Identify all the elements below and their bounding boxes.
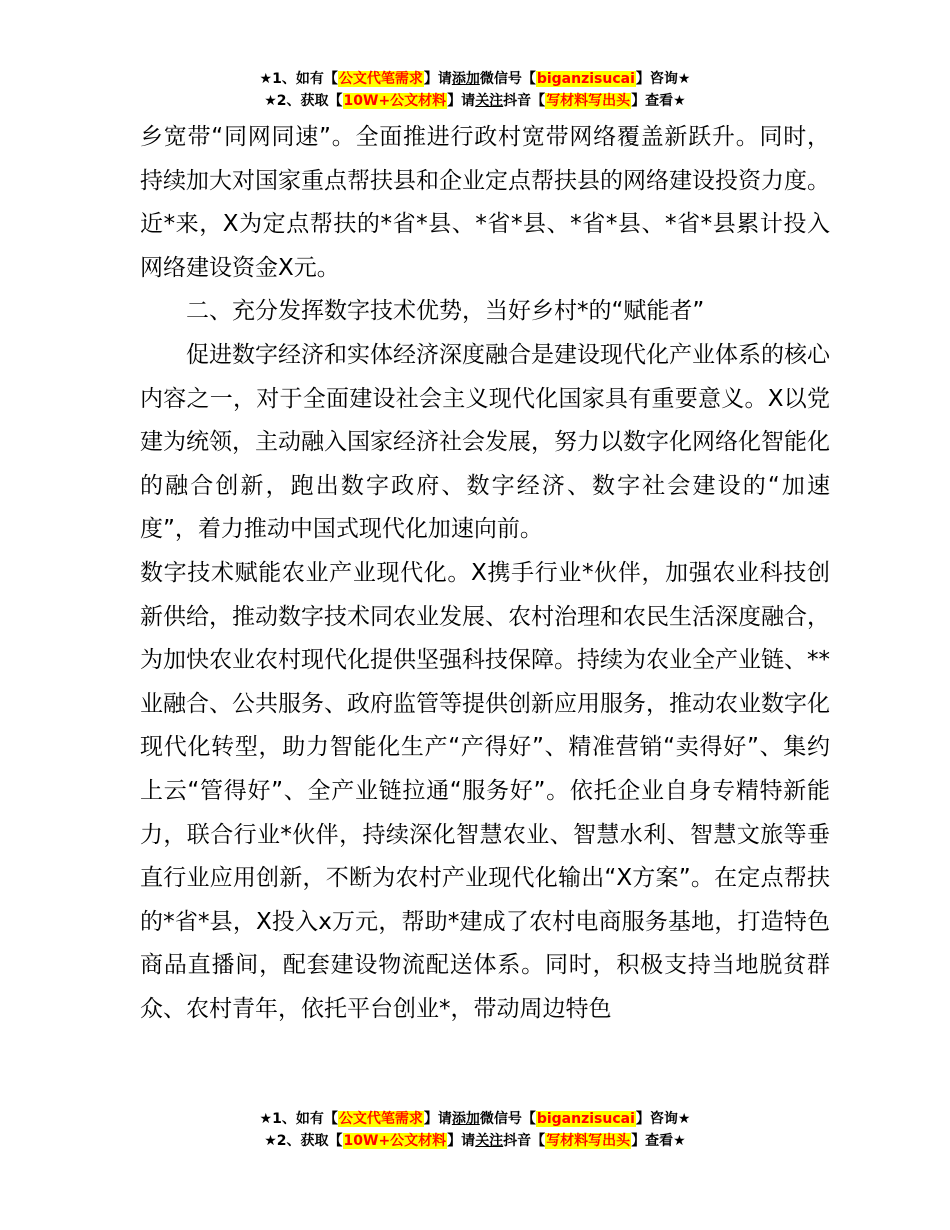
- highlight-materials-offer: 10W+公文材料: [343, 93, 447, 109]
- banner-text: 】请: [423, 71, 452, 87]
- banner-text: 】请: [447, 1133, 476, 1149]
- header-banner: [0, 68, 950, 112]
- banner-underlined-text: 添加: [451, 1111, 480, 1127]
- banner-text: 微信号【: [479, 1111, 536, 1127]
- highlight-wechat-id: biganzisucai: [536, 1111, 635, 1127]
- banner-text: ★2、获取【: [264, 93, 343, 109]
- paragraph-agriculture-modernization: 数字技术赋能农业产业现代化。X携手行业*伙伴，加强农业科技创新供给，推动数字技术同农业发展、农村治理和农民生活深度融合，为加快农业农村现代化提供坚强科技保障。持续为农业全产业链、**业融合、公共服务、政府监管等提供创新应用服务，推动农业数字化现代化转型，助力智能化生产“产得好”、精准营销“卖得好”、集约上云“管得好”、全产业链拉通“服务好”。依托企业自身专精特新能力，联合行业*伙伴，持续深化智慧农业、智慧水利、智慧文旅等垂直行业应用创新，不断为农村产业现代化输出“X方案”。在定点帮扶的*省*县，X投入x万元，帮助*建成了农村电商服务基地，打造特色商品直播间，配套建设物流配送体系。同时，积极支持当地脱贫群众、农村青年，依托平台创业*，带动周边特色: [140, 559, 830, 1022]
- banner-text: 】咨询★: [635, 1111, 691, 1127]
- section-heading-2: 二、充分发挥数字技术优势，当好乡村*的“赋能者”: [186, 298, 705, 325]
- banner-underlined-text: 添加: [451, 71, 480, 87]
- highlight-douyin-account: 写材料写出头: [546, 93, 631, 109]
- paragraph-digital-economy: 促进数字经济和实体经济深度融合是建设现代化产业体系的核心内容之一，对于全面建设社会主义现代化国家具有重要意义。X以党建为统领，主动融入国家经济社会发展，努力以数字化网络化智能化的融合创新，跑出数字政府、数字经济、数字社会建设的“加速度”，着力推动中国式现代化加速向前。: [140, 341, 830, 543]
- footer-banner-line-1: [0, 1108, 950, 1130]
- footer-banner-line-2: [0, 1130, 950, 1152]
- banner-text: 微信号【: [479, 71, 536, 87]
- banner-underlined-text: 关注: [475, 1133, 504, 1149]
- banner-text: 】请: [423, 1111, 452, 1127]
- banner-text: 抖音【: [503, 1133, 546, 1149]
- highlight-douyin-account: 写材料写出头: [546, 1133, 631, 1149]
- banner-underlined-text: 关注: [475, 93, 504, 109]
- footer-banner: [0, 1108, 950, 1152]
- header-banner-line-2: [0, 90, 950, 112]
- header-banner-line-1: [0, 68, 950, 90]
- highlight-materials-offer: 10W+公文材料: [343, 1133, 447, 1149]
- banner-text: 】查看★: [631, 93, 686, 109]
- banner-text: ★2、获取【: [264, 1133, 343, 1149]
- banner-text: ★1、如有【: [259, 1111, 338, 1127]
- paragraph-broadband-continued: 乡宽带“同网同速”。全面推进行政村宽带网络覆盖新跃升。同时，持续加大对国家重点帮扶县和企业定点帮扶县的网络建设投资力度。近*来，X为定点帮扶的*省*县、*省*县、*省*县、*省*县累计投入网络建设资金X元。: [140, 124, 830, 281]
- highlight-ghostwriting-service: 公文代笔需求: [338, 1111, 423, 1127]
- highlight-wechat-id: biganzisucai: [536, 71, 635, 87]
- banner-text: 】咨询★: [635, 71, 691, 87]
- banner-text: 】查看★: [631, 1133, 686, 1149]
- banner-text: ★1、如有【: [259, 71, 338, 87]
- banner-text: 抖音【: [503, 93, 546, 109]
- highlight-ghostwriting-service: 公文代笔需求: [338, 71, 423, 87]
- document-body: [140, 116, 830, 1031]
- banner-text: 】请: [447, 93, 476, 109]
